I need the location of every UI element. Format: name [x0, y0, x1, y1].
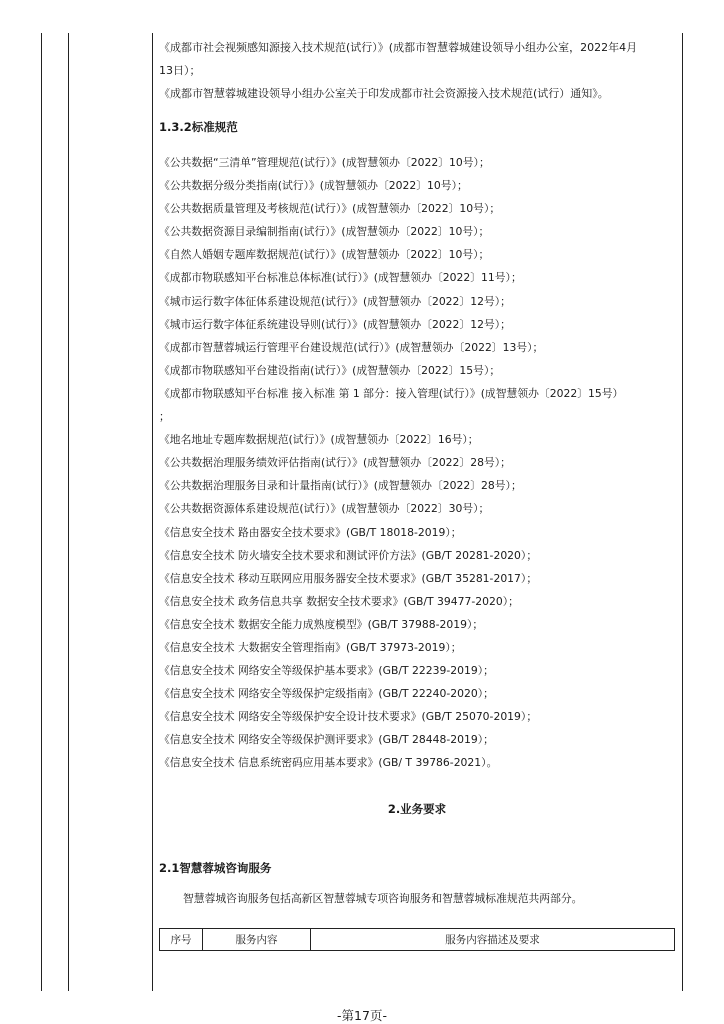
list-item: 《信息安全技术 路由器安全技术要求》(GB/T 18018-2019）； — [159, 525, 462, 539]
table-header-description: 服务内容描述及要求 — [311, 929, 675, 951]
list-item: 《成都市智慧蓉城运行管理平台建设规范(试行）》(成智慧领办〔2022〕13号）； — [159, 340, 544, 354]
left-inner-rule — [68, 33, 69, 991]
list-item: 《城市运行数字体征体系建设规范(试行）》(成智慧领办〔2022〕12号）； — [159, 294, 511, 308]
list-item: 《城市运行数字体征系统建设导则(试行）》(成智慧领办〔2022〕12号）； — [159, 317, 511, 331]
list-item: 《地名地址专题库数据规范(试行）》(成智慧领办〔2022〕16号）； — [159, 433, 479, 447]
list-item: 《公共数据分级分类指南(试行）》(成智慧领办〔2022〕10号）； — [159, 179, 468, 193]
section-heading-2: 2.业务要求 — [387, 801, 447, 816]
standards-list — [159, 151, 675, 775]
intro-line-3: 《成都市智慧蓉城建设领导小组办公室关于印发成都市社会资源接入技术规范(试行）通知》。 — [159, 87, 609, 100]
content-left-rule — [152, 33, 153, 991]
intro-line-1: 《成都市社会视频感知源接入技术规范(试行）》(成都市智慧蓉城建设领导小组办公室，2022年4月 — [159, 41, 638, 54]
content-right-rule — [682, 33, 683, 991]
section-heading-132: 1.3.2标准规范 — [159, 120, 238, 134]
table-header-index: 序号 — [160, 929, 203, 951]
list-item: 《成都市物联感知平台标准 接入标准 第 1 部分：接入管理(试行）》(成智慧领办〔2022〕15号） — [159, 386, 624, 400]
list-item: 《公共数据质量管理及考核规范(试行）》(成智慧领办〔2022〕10号）； — [159, 202, 501, 216]
service-table — [159, 928, 675, 951]
list-item: 《公共数据“三清单”管理规范(试行）》(成智慧领办〔2022〕10号）； — [159, 156, 490, 169]
list-item: 《成都市物联感知平台建设指南(试行）》(成智慧领办〔2022〕15号）； — [159, 363, 501, 377]
list-item: 《信息安全技术 防火墙安全技术要求和测试评价方法》(GB/T 20281-2020）； — [159, 548, 538, 562]
table-header-row — [160, 929, 675, 951]
list-item: 《信息安全技术 网络安全等级保护安全设计技术要求》(GB/T 25070-2019）； — [159, 710, 538, 724]
list-item: 《自然人婚姻专题库数据规范(试行）》(成智慧领办〔2022〕10号）； — [159, 248, 490, 262]
list-item: 《公共数据治理服务目录和计量指南(试行）》(成智慧领办〔2022〕28号）； — [159, 479, 522, 493]
list-item: 《信息安全技术 大数据安全管理指南》(GB/T 37973-2019）； — [159, 640, 462, 654]
list-item: 《信息安全技术 网络安全等级保护基本要求》(GB/T 22239-2019）； — [159, 664, 494, 678]
page-number: -第17页- — [337, 1008, 387, 1023]
document-body — [159, 36, 675, 909]
list-item: 《公共数据治理服务绩效评估指南(试行）》(成智慧领办〔2022〕28号）； — [159, 456, 511, 470]
list-item: 《成都市物联感知平台标准总体标准(试行）》(成智慧领办〔2022〕11号）； — [159, 271, 522, 285]
left-outer-rule — [41, 33, 42, 991]
list-item: 《公共数据资源体系建设规范(试行）》(成智慧领办〔2022〕30号）； — [159, 502, 490, 516]
section-21-paragraph: 智慧蓉城咨询服务包括高新区智慧蓉城专项咨询服务和智慧蓉城标准规范共两部分。 — [183, 891, 583, 905]
list-item: 《信息安全技术 移动互联网应用服务器安全技术要求》(GB/T 35281-2017）； — [159, 571, 538, 585]
list-item: 《信息安全技术 信息系统密码应用基本要求》(GB/ T 39786-2021）。 — [159, 756, 498, 770]
list-item: 《信息安全技术 数据安全能力成熟度模型》(GB/T 37988-2019）； — [159, 617, 484, 631]
table-header-content: 服务内容 — [203, 929, 311, 951]
list-item: 《信息安全技术 网络安全等级保护定级指南》(GB/T 22240-2020）； — [159, 687, 494, 701]
intro-line-2: 13日）； — [159, 64, 201, 77]
list-item: 《信息安全技术 政务信息共享 数据安全技术要求》(GB/T 39477-2020）； — [159, 594, 519, 608]
section-heading-21: 2.1智慧蓉城咨询服务 — [159, 860, 272, 875]
list-item-continuation: ； — [159, 410, 170, 424]
list-item: 《公共数据资源目录编制指南(试行）》(成智慧领办〔2022〕10号）； — [159, 225, 490, 239]
list-item: 《信息安全技术 网络安全等级保护测评要求》(GB/T 28448-2019）； — [159, 733, 494, 747]
